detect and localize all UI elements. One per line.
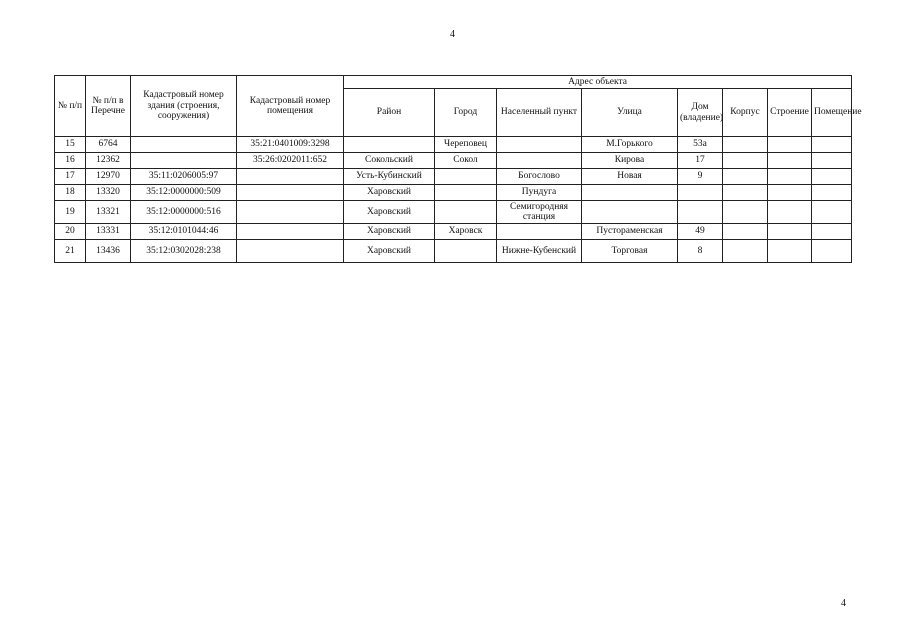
- registry-table: [54, 75, 862, 263]
- cell-house: [678, 201, 723, 224]
- cell-building: [768, 153, 812, 169]
- cell-premises-cadastral: [237, 201, 344, 224]
- cell-settlement: [497, 153, 582, 169]
- header-list-num: № п/п в Перечне: [86, 76, 131, 137]
- cell-street: М.Горького: [582, 137, 678, 153]
- cell-korpus: [723, 240, 768, 263]
- cell-premises: [812, 169, 852, 185]
- cell-list-num: 13436: [86, 240, 131, 263]
- table-row: [55, 137, 852, 153]
- cell-district: Харовский: [344, 201, 435, 224]
- cell-korpus: [723, 169, 768, 185]
- cell-street: Пустораменская: [582, 224, 678, 240]
- cell-building: [768, 240, 812, 263]
- cell-building: [768, 137, 812, 153]
- cell-settlement: [497, 224, 582, 240]
- cell-premises-cadastral: [237, 169, 344, 185]
- cell-house: 9: [678, 169, 723, 185]
- cell-korpus: [723, 153, 768, 169]
- cell-building-cadastral: 35:12:0000000:516: [131, 201, 237, 224]
- header-premises-cadastral: Кадастровый номер помещения: [237, 76, 344, 137]
- header-building: Строение: [768, 89, 812, 137]
- cell-num: 15: [55, 137, 86, 153]
- cell-korpus: [723, 224, 768, 240]
- cell-building-cadastral: 35:11:0206005:97: [131, 169, 237, 185]
- cell-korpus: [723, 137, 768, 153]
- header-num: № п/п: [55, 76, 86, 137]
- cell-city: [435, 240, 497, 263]
- cell-city: [435, 169, 497, 185]
- cell-district: Сокольский: [344, 153, 435, 169]
- cell-korpus: [723, 185, 768, 201]
- cell-settlement: Богослово: [497, 169, 582, 185]
- cell-premises-cadastral: [237, 240, 344, 263]
- cell-premises-cadastral: 35:26:0202011:652: [237, 153, 344, 169]
- cell-premises: [812, 137, 852, 153]
- cell-list-num: 13321: [86, 201, 131, 224]
- cell-house: 17: [678, 153, 723, 169]
- cell-house: 53а: [678, 137, 723, 153]
- cell-building-cadastral: [131, 137, 237, 153]
- header-address-group: Адрес объекта: [344, 76, 852, 89]
- cell-num: 17: [55, 169, 86, 185]
- cell-district: Усть-Кубинский: [344, 169, 435, 185]
- header-settlement: Населенный пункт: [497, 89, 582, 137]
- page-number-top: 4: [450, 29, 455, 40]
- header-city: Город: [435, 89, 497, 137]
- header-street: Улица: [582, 89, 678, 137]
- cell-city: Череповец: [435, 137, 497, 153]
- cell-house: [678, 185, 723, 201]
- cell-building-cadastral: 35:12:0101044:46: [131, 224, 237, 240]
- cell-premises: [812, 240, 852, 263]
- cell-house: 49: [678, 224, 723, 240]
- cell-num: 20: [55, 224, 86, 240]
- table-row: [55, 169, 852, 185]
- header-premises: Помещение: [812, 89, 852, 137]
- cell-list-num: 13331: [86, 224, 131, 240]
- cell-settlement: [497, 137, 582, 153]
- table-row: [55, 224, 852, 240]
- page-number-bottom: 4: [841, 598, 846, 609]
- cell-street: Торговая: [582, 240, 678, 263]
- cell-premises-cadastral: [237, 185, 344, 201]
- cell-building-cadastral: [131, 153, 237, 169]
- cell-list-num: 13320: [86, 185, 131, 201]
- cell-num: 19: [55, 201, 86, 224]
- cell-list-num: 6764: [86, 137, 131, 153]
- header-building-cadastral: Кадастровый номер здания (строения, сооружения): [131, 76, 237, 137]
- header-korpus: Корпус: [723, 89, 768, 137]
- table-row: [55, 240, 852, 263]
- cell-korpus: [723, 201, 768, 224]
- table-row: [55, 185, 852, 201]
- header-district: Район: [344, 89, 435, 137]
- cell-building-cadastral: 35:12:0302028:238: [131, 240, 237, 263]
- cell-list-num: 12362: [86, 153, 131, 169]
- cell-premises: [812, 185, 852, 201]
- cell-district: [344, 137, 435, 153]
- cell-building: [768, 224, 812, 240]
- cell-building: [768, 169, 812, 185]
- cell-street: [582, 185, 678, 201]
- cell-num: 21: [55, 240, 86, 263]
- cell-premises: [812, 224, 852, 240]
- cell-premises: [812, 153, 852, 169]
- cell-building-cadastral: 35:12:0000000:509: [131, 185, 237, 201]
- cell-city: [435, 185, 497, 201]
- cell-settlement: Пундуга: [497, 185, 582, 201]
- cell-city: Харовск: [435, 224, 497, 240]
- cell-premises: [812, 201, 852, 224]
- cell-premises-cadastral: 35:21:0401009:3298: [237, 137, 344, 153]
- cell-street: Новая: [582, 169, 678, 185]
- table-row: [55, 153, 852, 169]
- cell-district: Харовский: [344, 240, 435, 263]
- cell-premises-cadastral: [237, 224, 344, 240]
- table-body: [55, 137, 852, 263]
- cell-building: [768, 185, 812, 201]
- cell-street: [582, 201, 678, 224]
- table-row: [55, 201, 852, 224]
- cell-city: Сокол: [435, 153, 497, 169]
- cell-district: Харовский: [344, 185, 435, 201]
- header-house: Дом (владение): [678, 89, 723, 137]
- cell-settlement: Нижне-Кубенский: [497, 240, 582, 263]
- cell-city: [435, 201, 497, 224]
- cell-district: Харовский: [344, 224, 435, 240]
- cell-building: [768, 201, 812, 224]
- cell-settlement: Семигородняя станция: [497, 201, 582, 224]
- cell-house: 8: [678, 240, 723, 263]
- cell-num: 16: [55, 153, 86, 169]
- cell-num: 18: [55, 185, 86, 201]
- cell-list-num: 12970: [86, 169, 131, 185]
- cell-street: Кирова: [582, 153, 678, 169]
